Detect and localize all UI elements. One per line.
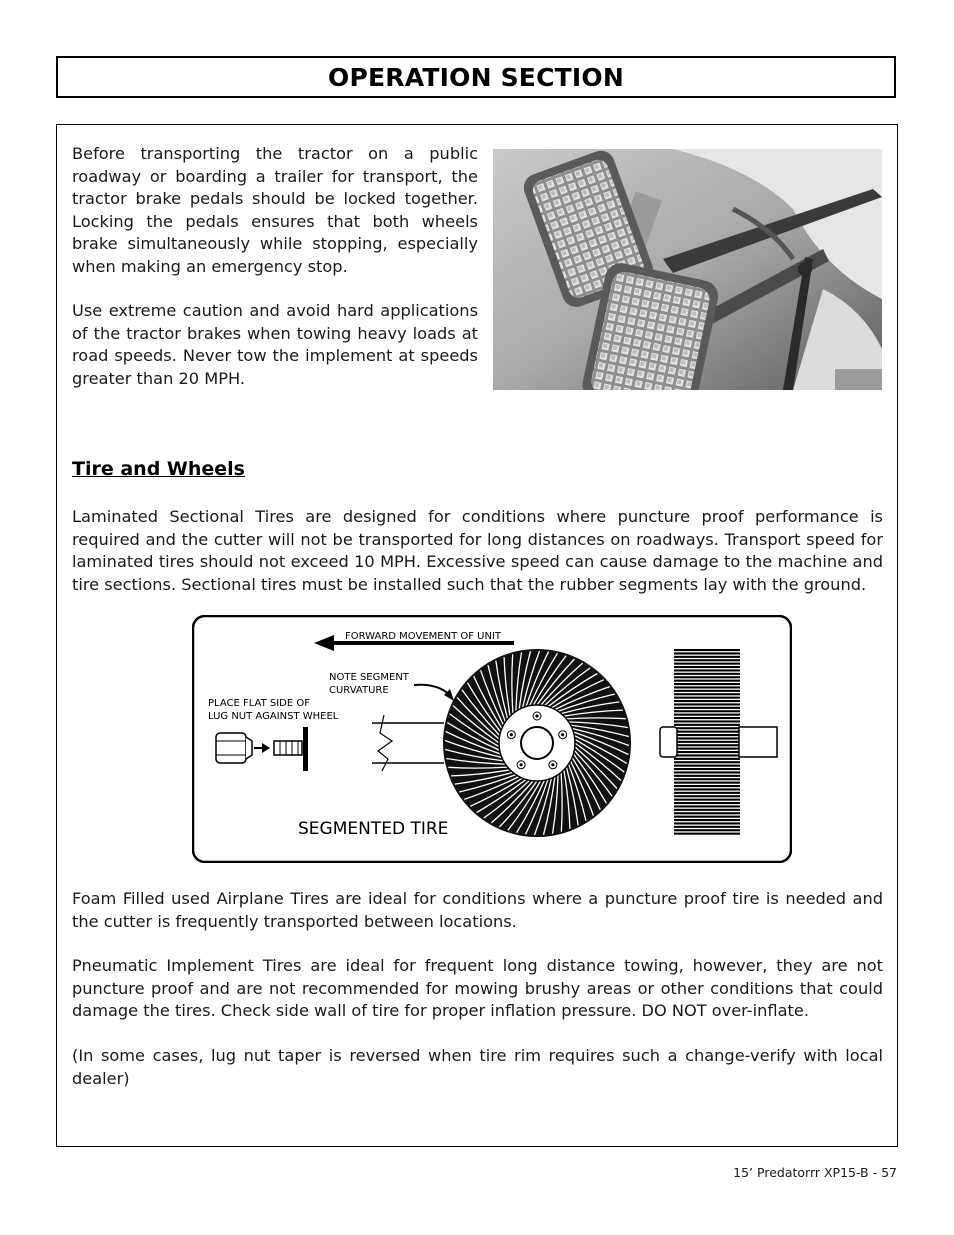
foam-filled-paragraph: Foam Filled used Airplane Tires are ideal for conditions where a puncture proof tire is needed and the cutter is frequently transported between locations. — [72, 889, 883, 931]
note-segment-label: NOTE SEGMENT — [329, 672, 409, 683]
segmented-tire-caption: SEGMENTED TIRE — [298, 819, 449, 839]
tire-wheels-heading: Tire and Wheels — [72, 458, 245, 480]
transport-paragraph-2: Use extreme caution and avoid hard applications of the tractor brakes when towing heavy loads at road speeds. Never tow the implement at speeds greater than 20 MPH. — [72, 301, 478, 388]
lug-nut-note-paragraph: (In some cases, lug nut taper is reversed when tire rim requires such a change-verify with local dealer) — [72, 1046, 883, 1088]
pneumatic-paragraph: Pneumatic Implement Tires are ideal for frequent long distance towing, however, they are not puncture proof and are not recommended for mowing brushy areas or other conditions that could damage the tires. Check side wall of tire for proper inflation pressure. DO NOT over-inflate. — [72, 956, 883, 1020]
curvature-label: CURVATURE — [329, 685, 389, 696]
tire-side-view — [443, 649, 631, 837]
lug-nut-label-line-1: PLACE FLAT SIDE OF — [208, 698, 310, 709]
lug-nut-label-line-2: LUG NUT AGAINST WHEEL — [208, 711, 339, 722]
forward-movement-label: FORWARD MOVEMENT OF UNIT — [345, 631, 502, 642]
transport-paragraph-1: Before transporting the tractor on a public roadway or boarding a trailer for transport, the tractor brake pedals should be locked together. Locking the pedals ensures that both wheels brake simultaneously while stopping, especially when making an emergency stop. — [72, 144, 478, 276]
page-footer: 15’ Predatorrr XP15-B - 57 — [733, 1165, 897, 1180]
section-header — [56, 56, 896, 98]
laminated-tires-paragraph: Laminated Sectional Tires are designed for conditions where puncture proof performance is required and the cutter will not be transported for long distances on roadways. Transport speed for laminated tires should not exceed 10 MPH. Excessive speed can cause damage to the machine and tire sections. Sectional tires must be installed such that the rubber segments lay with the ground. — [72, 507, 883, 594]
content-frame — [56, 124, 898, 1147]
segmented-tire-diagram — [192, 615, 792, 863]
section-title: OPERATION SECTION — [328, 62, 624, 92]
brake-pedals-photo — [493, 149, 882, 390]
